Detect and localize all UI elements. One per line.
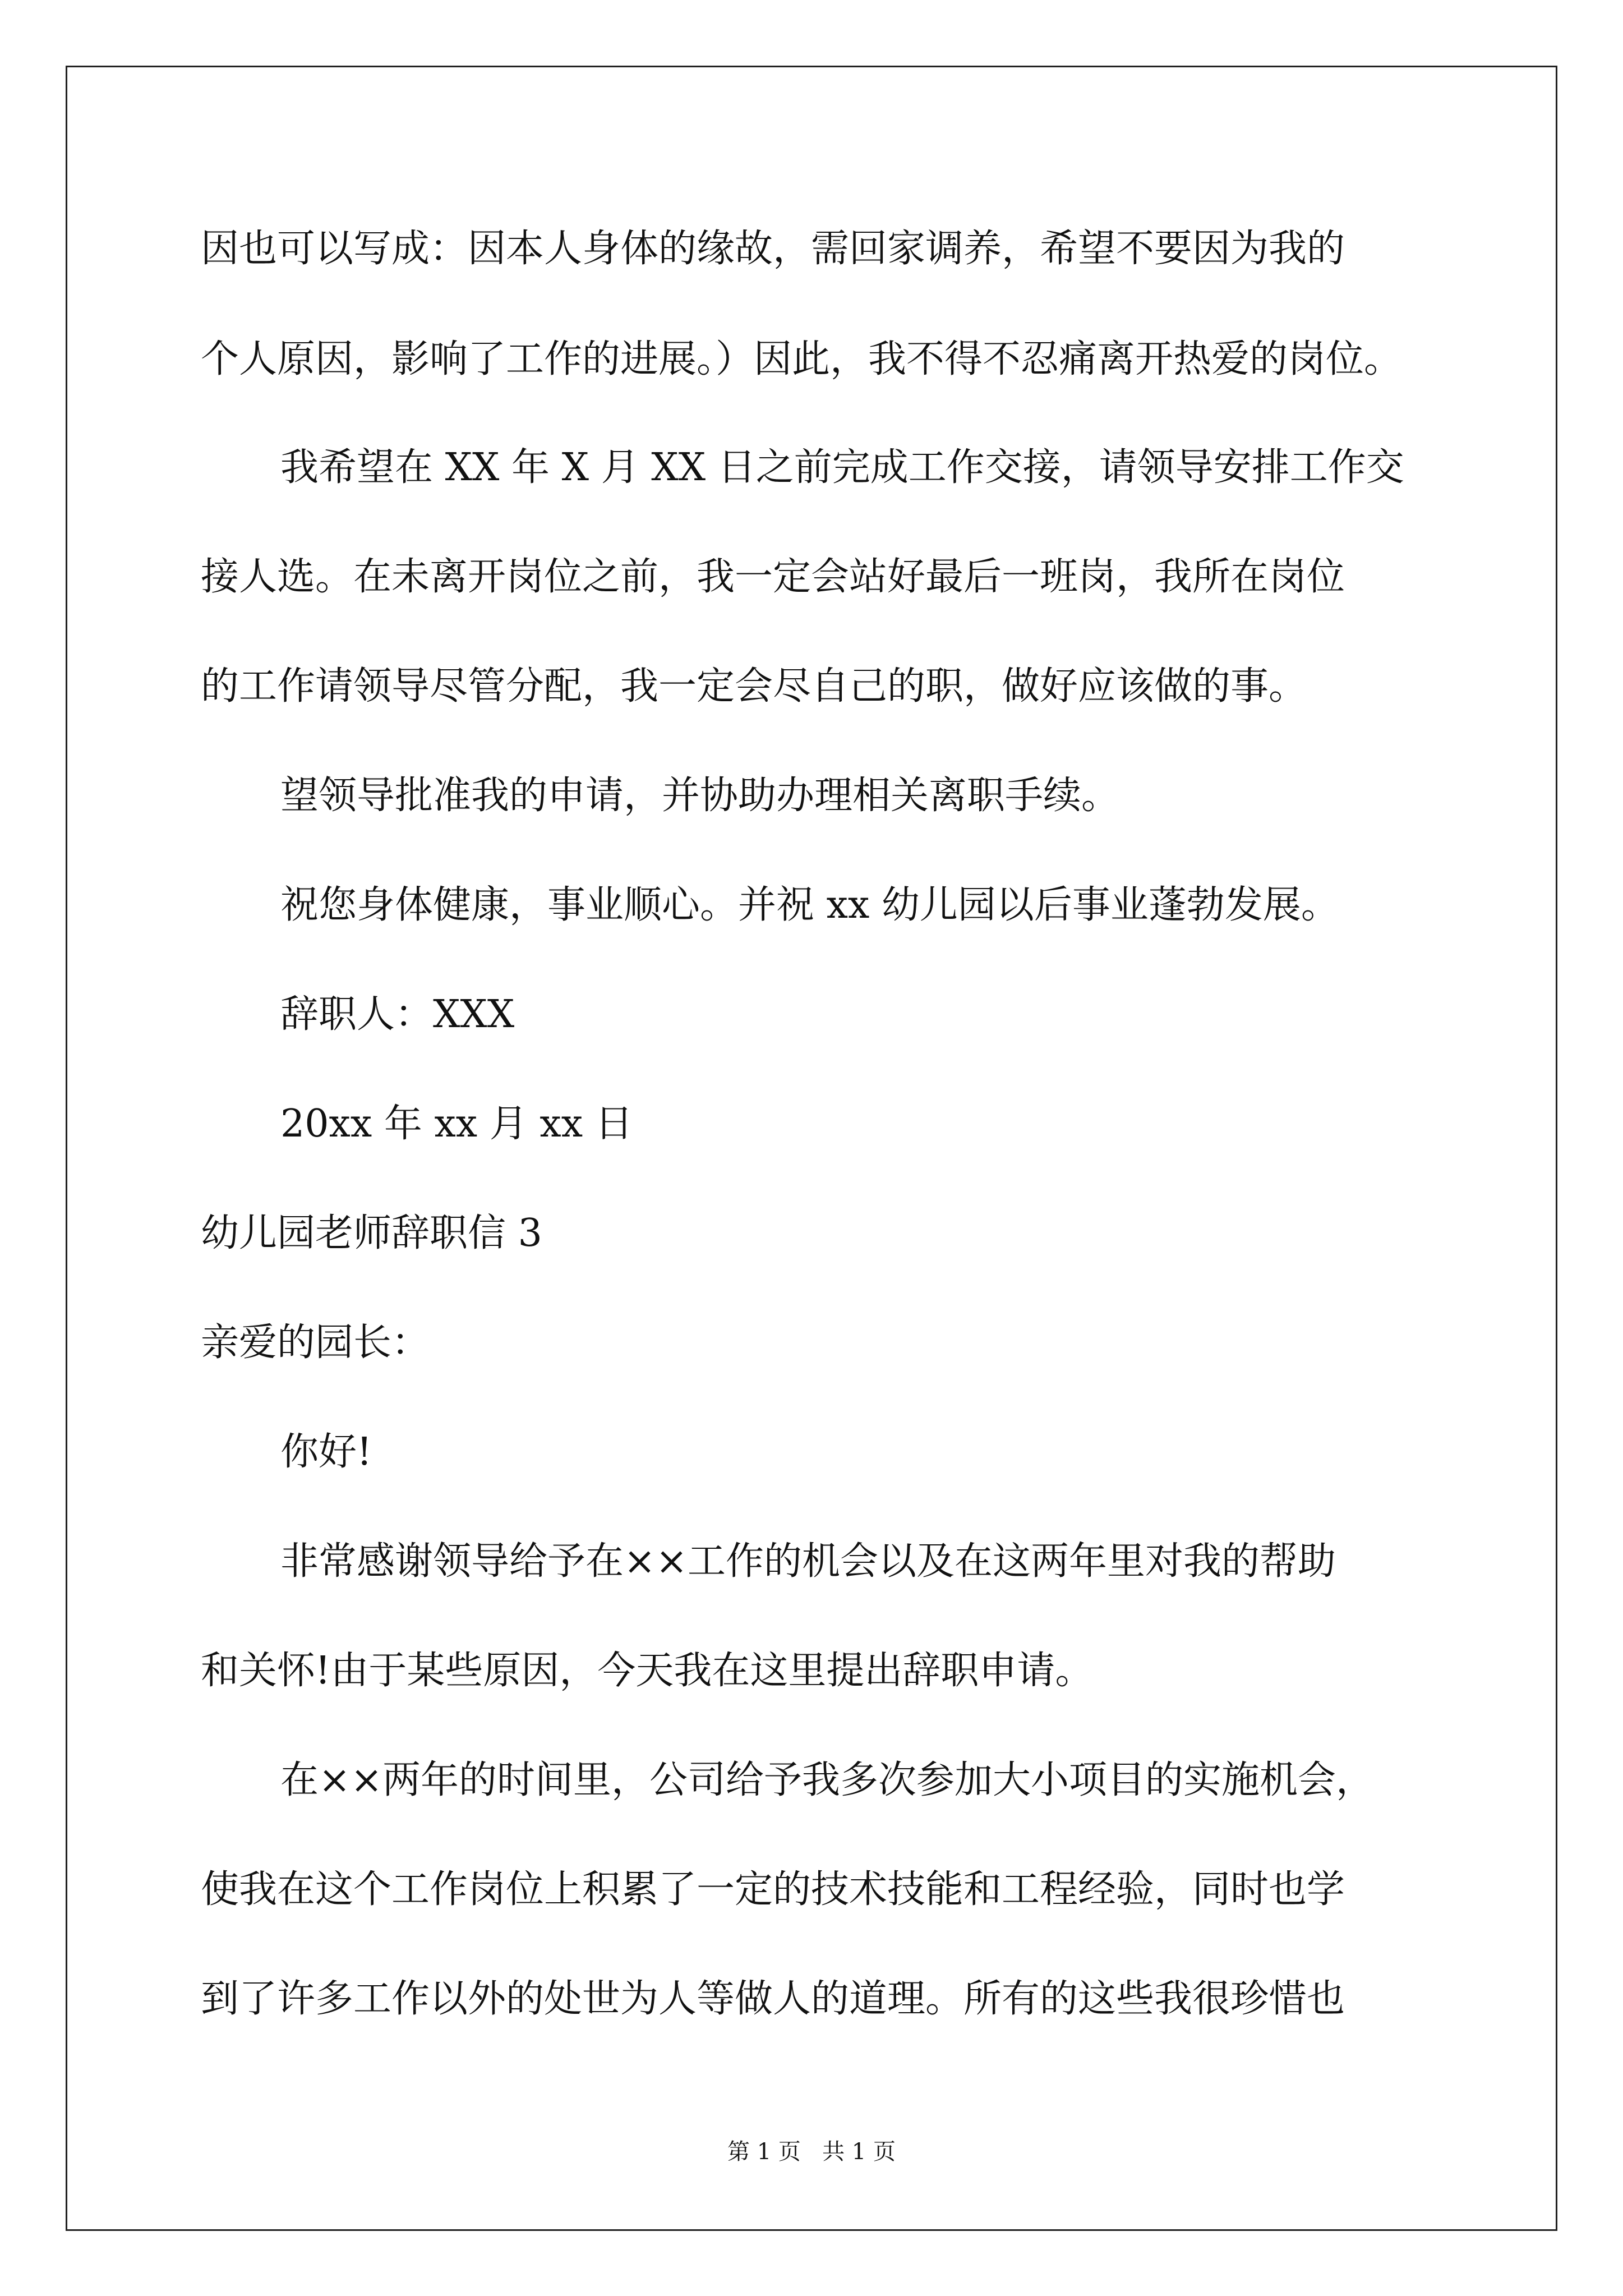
text-line: 个人原因，影响了工作的进展。）因此，我不得不忍痛离开热爱的岗位。: [201, 337, 1403, 381]
text-line: 使我在这个工作岗位上积累了一定的技术技能和工程经验，同时也学: [201, 1867, 1345, 1912]
text-line: 望领导批准我的申请，并协助办理相关离职手续。: [280, 774, 1120, 818]
section-title: 幼儿园老师辞职信 3: [201, 1211, 542, 1255]
text-line: 接人选。在未离开岗位之前，我一定会站好最后一班岗，我所在岗位: [201, 555, 1345, 599]
text-line: 非常感谢领导给予在××工作的机会以及在这两年里对我的帮助: [280, 1539, 1336, 1584]
text-line: 的工作请领导尽管分配，我一定会尽自己的职，做好应该做的事。: [201, 664, 1307, 708]
greeting: 你好!: [280, 1430, 372, 1474]
text-line: 到了许多工作以外的处世为人等做人的道理。所有的这些我很珍惜也: [201, 1977, 1345, 2021]
text-line: 我希望在 XX 年 X 月 XX 日之前完成工作交接，请领导安排工作交: [280, 445, 1404, 490]
text-line: 祝您身体健康，事业顺心。并祝 xx 幼儿园以后事业蓬勃发展。: [280, 883, 1339, 927]
text-line: 因也可以写成：因本人身体的缘故，需回家调养，希望不要因为我的: [201, 227, 1345, 271]
text-line: 在××两年的时间里，公司给予我多次参加大小项目的实施机会，: [280, 1758, 1374, 1802]
salutation: 亲爱的园长：: [201, 1320, 430, 1365]
date-line: 20xx 年 xx 月 xx 日: [280, 1102, 633, 1146]
page-footer: 第 1 页 共 1 页: [727, 2139, 896, 2165]
signature-line: 辞职人：XXX: [280, 992, 515, 1037]
text-line: 和关怀!由于某些原因，今天我在这里提出辞职申请。: [201, 1649, 1094, 1693]
